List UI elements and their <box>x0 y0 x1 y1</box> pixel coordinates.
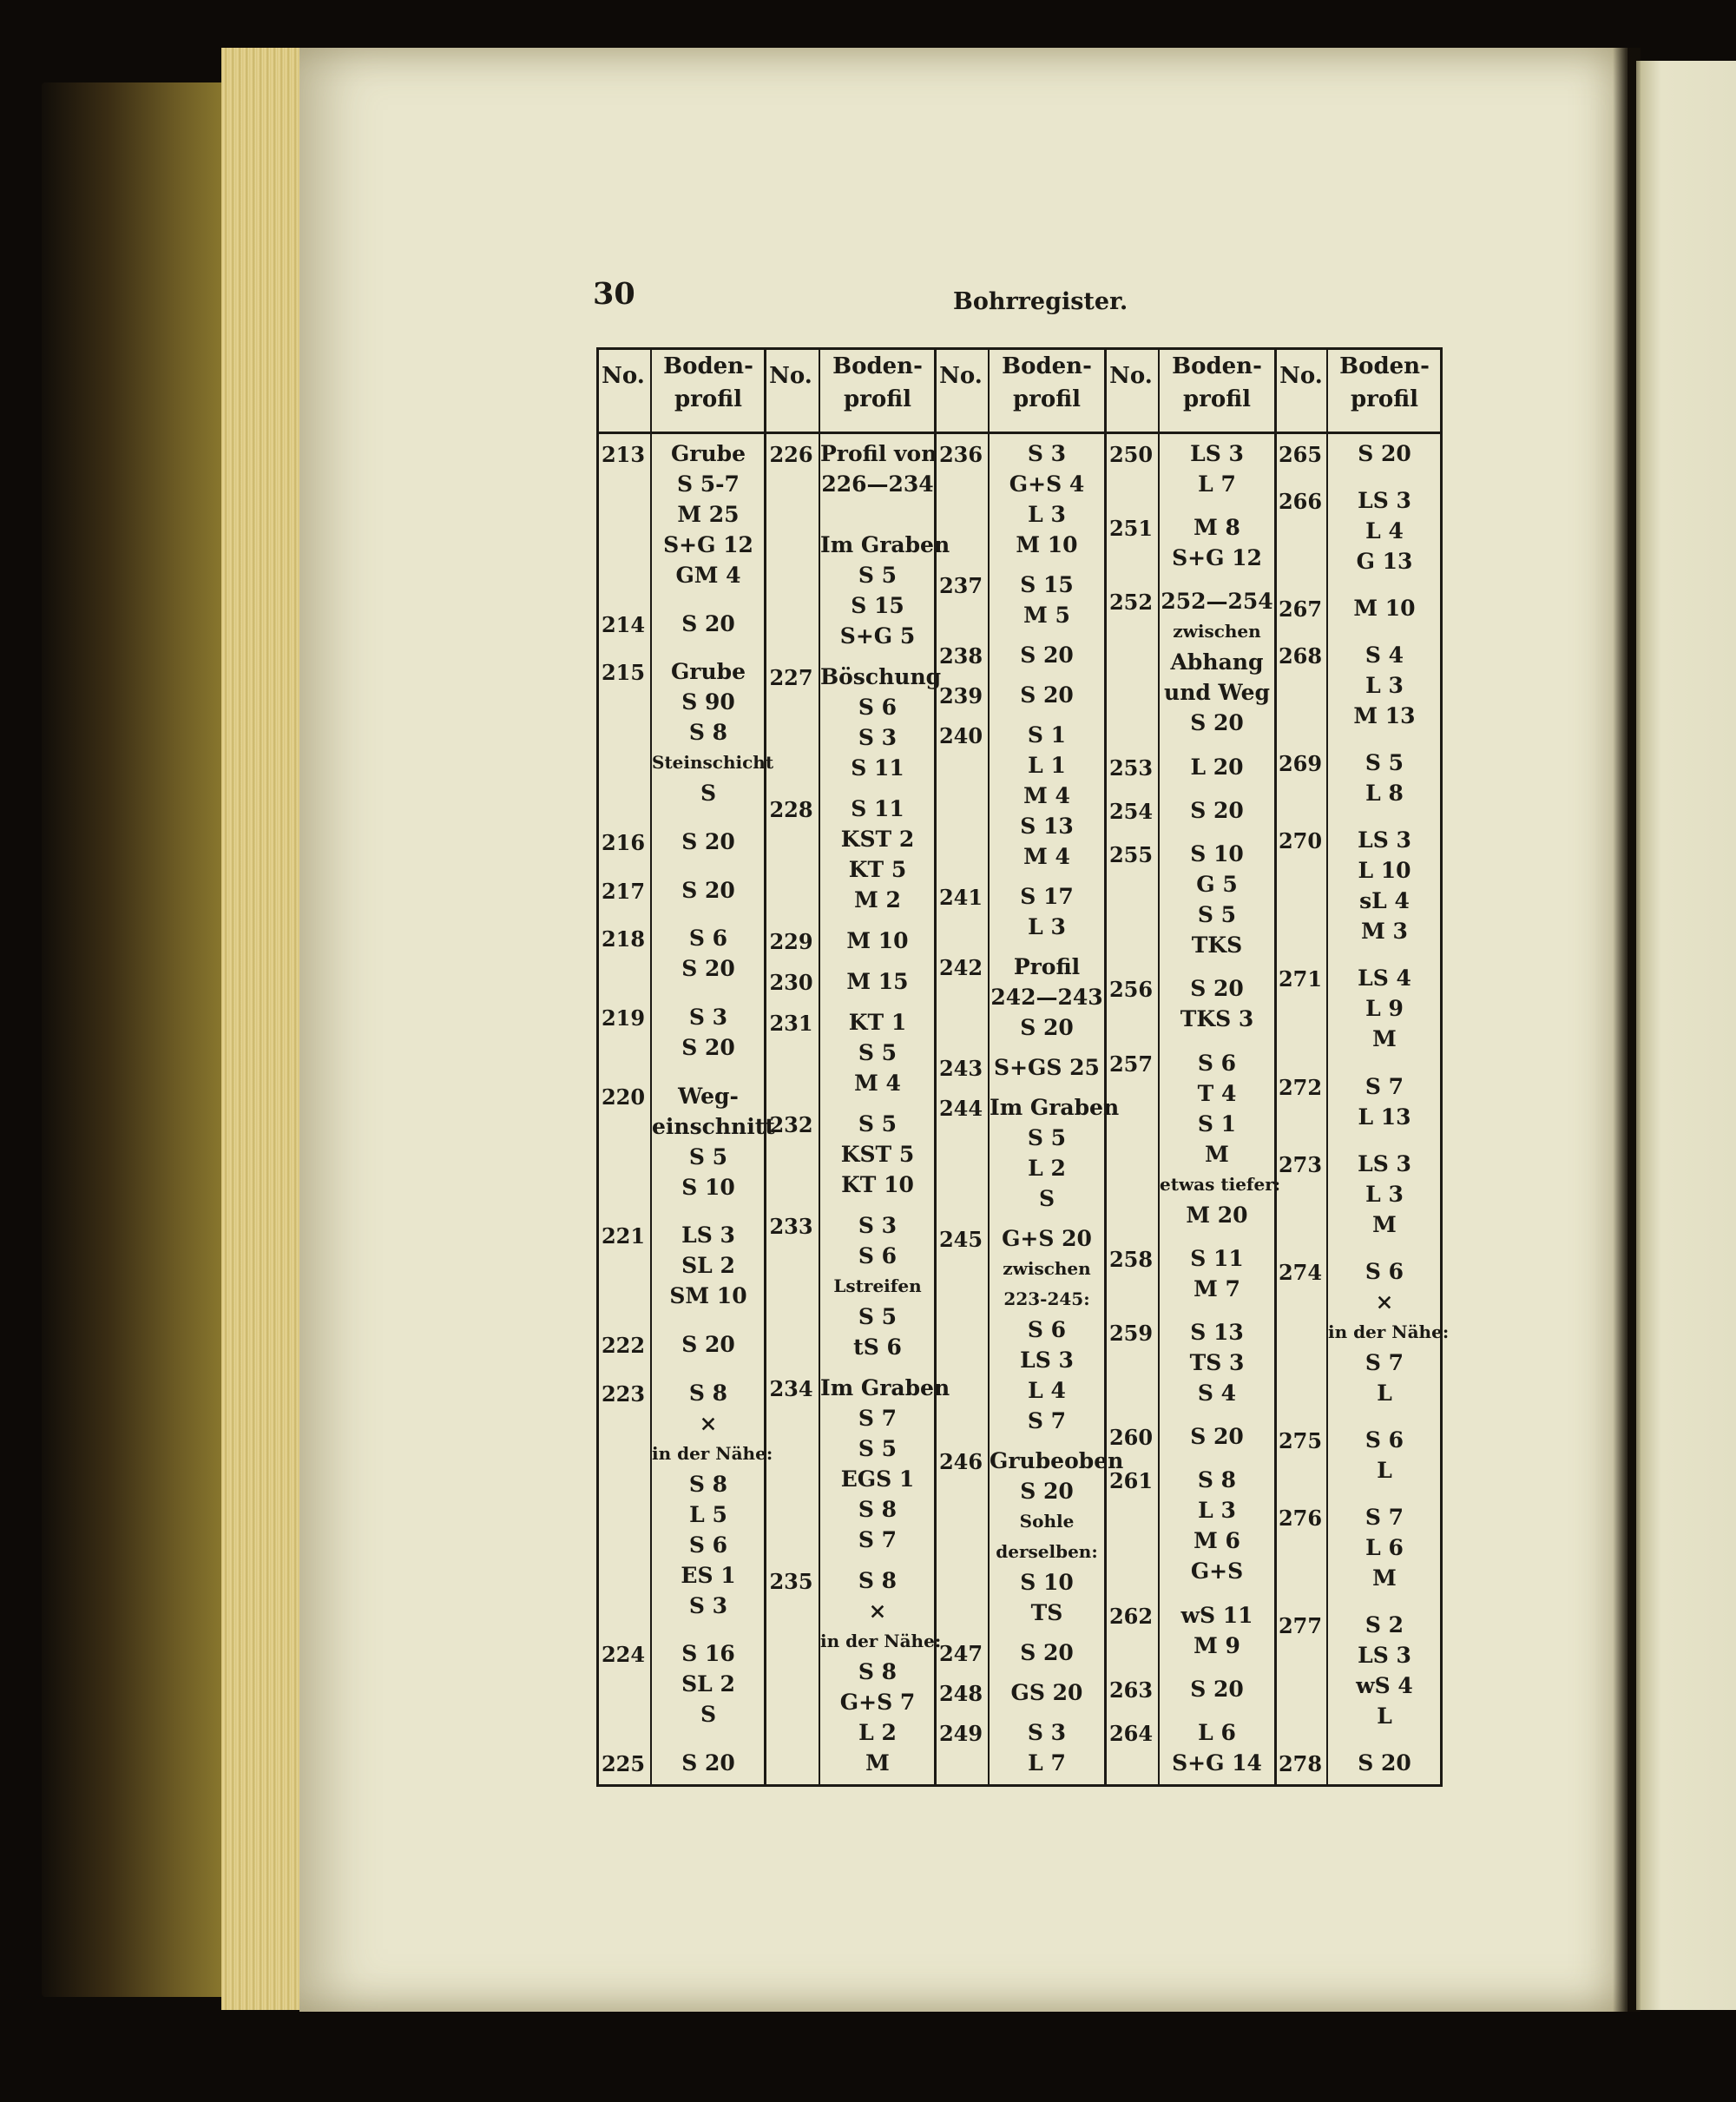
bodenprofil-line: × <box>868 1598 887 1624</box>
bodenprofil-line: S 10 <box>1020 1570 1074 1595</box>
bodenprofil-line: S 20 <box>1020 682 1074 708</box>
bodenprofil-line: S 5 <box>1027 1125 1067 1150</box>
bodenprofil-line: L 2 <box>858 1720 897 1745</box>
bodenprofil-line: M 10 <box>846 928 909 953</box>
bore-number: 272 <box>1278 1074 1323 1100</box>
bodenprofil-line: und Weg <box>1164 680 1270 706</box>
bodenprofil-line: S 4 <box>1197 1380 1237 1406</box>
bore-number: 252 <box>1108 590 1154 616</box>
bodenprofil-line: S 3 <box>688 1005 728 1030</box>
bodenprofil-line: S 20 <box>1190 710 1244 736</box>
bodenprofil-line: M <box>1372 1026 1397 1052</box>
bodenprofil-line: L <box>1377 1380 1392 1406</box>
bodenprofil-line: in der Nähe: <box>820 1631 942 1651</box>
bodenprofil-line: S 20 <box>681 1332 735 1357</box>
bore-number: 275 <box>1278 1427 1323 1453</box>
bodenprofil-line: S <box>1038 1186 1055 1211</box>
bodenprofil-line: KT 5 <box>848 857 907 882</box>
bodenprofil-line: S 7 <box>1364 1073 1404 1099</box>
bodenprofil-line: G+S 20 <box>1002 1226 1092 1251</box>
bodenprofil-line: S <box>700 1702 717 1728</box>
page-number: 30 <box>593 276 635 312</box>
bodenprofil-line: 252—254 <box>1161 589 1273 615</box>
bodenprofil-line: L 10 <box>1358 858 1411 884</box>
bodenprofil-line: zwischen <box>1003 1258 1091 1279</box>
bore-number: 231 <box>769 1011 813 1036</box>
bodenprofil-line: S 8 <box>688 1380 728 1406</box>
bodenprofil-line: S 8 <box>858 1497 898 1522</box>
header-boden-line1: Boden- <box>1339 353 1430 379</box>
bore-number: 232 <box>769 1112 813 1137</box>
bodenprofil-line: S 5 <box>1364 750 1404 776</box>
bore-number: 256 <box>1108 977 1154 1003</box>
bodenprofil-line: L 13 <box>1358 1104 1411 1130</box>
header-no: No. <box>1109 363 1153 389</box>
bodenprofil-line: GS 20 <box>1010 1680 1083 1705</box>
bodenprofil-line: L 1 <box>1028 753 1066 778</box>
bodenprofil-line: wS 4 <box>1356 1672 1413 1698</box>
bodenprofil-line: Profil <box>1013 954 1081 979</box>
column-inner-rule <box>1158 347 1160 1787</box>
bodenprofil-line: S 10 <box>1190 841 1244 867</box>
bodenprofil-line: S 3 <box>858 1213 898 1238</box>
bodenprofil-line: EGS 1 <box>840 1466 915 1492</box>
header-boden-line2: profil <box>674 386 742 412</box>
bodenprofil-line: S 5 <box>1197 902 1237 928</box>
bodenprofil-line: M 9 <box>1194 1632 1240 1658</box>
bore-number: 240 <box>938 723 983 748</box>
bore-number: 226 <box>769 442 813 467</box>
bodenprofil-line: etwas tiefer: <box>1160 1173 1281 1195</box>
bodenprofil-line: L 3 <box>1028 502 1066 527</box>
bodenprofil-line: TS <box>1030 1600 1063 1625</box>
bodenprofil-line: wS 11 <box>1180 1602 1253 1628</box>
bodenprofil-line: L 3 <box>1365 1181 1404 1207</box>
column-group-rule <box>934 347 937 1787</box>
bodenprofil-line: S 15 <box>1020 572 1074 597</box>
bodenprofil-line: Sohle <box>1019 1511 1075 1532</box>
bodenprofil-line: S 8 <box>858 1659 898 1684</box>
bore-number: 213 <box>601 442 646 467</box>
bore-number: 244 <box>938 1096 983 1121</box>
bore-number: 259 <box>1108 1320 1154 1346</box>
bodenprofil-line: S 7 <box>1364 1504 1404 1530</box>
bodenprofil-line: S 13 <box>1020 814 1074 839</box>
bodenprofil-line: M 2 <box>854 887 901 913</box>
bore-number: 246 <box>938 1449 983 1474</box>
bore-number: 242 <box>938 955 983 980</box>
bore-number: 265 <box>1278 442 1323 467</box>
bodenprofil-line: S 5 <box>858 1436 898 1461</box>
bore-number: 255 <box>1108 842 1154 868</box>
bodenprofil-line: L 3 <box>1028 914 1066 939</box>
bore-number: 278 <box>1278 1751 1323 1776</box>
bodenprofil-line: S+G 5 <box>839 623 916 649</box>
bodenprofil-line: S 6 <box>1027 1317 1067 1342</box>
bore-number: 214 <box>601 611 646 637</box>
bodenprofil-line: S 16 <box>681 1641 735 1667</box>
bodenprofil-line: S 20 <box>1190 1676 1244 1702</box>
bodenprofil-line: ES 1 <box>681 1562 736 1588</box>
header-boden-line2: profil <box>1183 386 1251 412</box>
bore-number: 227 <box>769 665 813 690</box>
bodenprofil-line: S 8 <box>688 720 728 746</box>
bodenprofil-line: M 4 <box>1023 844 1070 869</box>
bodenprofil-line: S+G 12 <box>663 532 753 557</box>
bodenprofil-line: M 10 <box>1353 596 1416 622</box>
bodenprofil-line: S 8 <box>688 1471 728 1497</box>
bodenprofil-line: S 20 <box>1020 1015 1074 1040</box>
bodenprofil-line: Im Graben <box>820 532 950 557</box>
bodenprofil-line: M 7 <box>1194 1275 1240 1301</box>
bodenprofil-line: M 25 <box>677 502 740 527</box>
bodenprofil-line: L 9 <box>1365 996 1404 1022</box>
bodenprofil-line: S 90 <box>681 689 735 715</box>
bodenprofil-line: Im Graben <box>990 1095 1120 1120</box>
bodenprofil-line: TKS <box>1191 932 1243 959</box>
bodenprofil-line: S 5 <box>858 1111 898 1137</box>
bore-number: 250 <box>1108 442 1154 467</box>
header-bodenprofil <box>990 350 1104 416</box>
bodenprofil-line: LS 4 <box>1358 965 1411 992</box>
bore-number: 253 <box>1108 754 1154 781</box>
bodenprofil-line: M <box>1372 1565 1397 1591</box>
bodenprofil-line: × <box>1375 1288 1394 1315</box>
bodenprofil-line: S 20 <box>1020 642 1074 668</box>
header-no: No. <box>602 363 645 389</box>
header-boden-line2: profil <box>844 386 911 412</box>
bodenprofil-line: S 11 <box>851 796 904 821</box>
bodenprofil-line: S 5-7 <box>677 471 740 497</box>
bodenprofil-line: G+S 7 <box>839 1690 916 1715</box>
bore-number: 235 <box>769 1569 813 1594</box>
bore-number: 234 <box>769 1376 813 1401</box>
bore-number: 221 <box>601 1223 646 1249</box>
bodenprofil-line: Im Graben <box>820 1375 950 1400</box>
book-cover-edge <box>42 82 233 1997</box>
bodenprofil-line <box>820 499 935 530</box>
bodenprofil-line: S 3 <box>858 725 898 750</box>
bodenprofil-line: S 8 <box>858 1568 898 1593</box>
header-bodenprofil <box>1160 350 1274 416</box>
bodenprofil-line: LS 3 <box>681 1222 735 1249</box>
bore-number: 251 <box>1108 516 1154 542</box>
bodenprofil-line: L <box>1377 1457 1392 1483</box>
bodenprofil-line: Grube <box>670 441 746 466</box>
bodenprofil-line: S 20 <box>1190 1424 1244 1450</box>
bodenprofil-line: LS 3 <box>1358 488 1411 514</box>
bodenprofil-line: G 13 <box>1356 549 1413 575</box>
bore-number: 271 <box>1278 966 1323 992</box>
bodenprofil-line: × <box>699 1410 718 1436</box>
bodenprofil-line: LS 3 <box>1358 1150 1411 1176</box>
bodenprofil-line: 242—243 <box>990 985 1103 1010</box>
bore-number: 248 <box>938 1681 983 1706</box>
running-head: Bohrregister. <box>953 288 1128 315</box>
bodenprofil-line: sL 4 <box>1359 888 1410 914</box>
bore-number: 217 <box>601 878 646 904</box>
bodenprofil-line: Grube <box>670 659 746 685</box>
bodenprofil-line: S 20 <box>1020 1479 1074 1504</box>
header-bodenprofil <box>652 350 765 416</box>
bodenprofil-line: Abhang <box>1170 649 1264 675</box>
bodenprofil-line: SM 10 <box>669 1283 747 1309</box>
bodenprofil-line: S 3 <box>688 1592 728 1618</box>
bodenprofil-line: S 7 <box>1364 1349 1404 1375</box>
bore-number: 216 <box>601 830 646 855</box>
bodenprofil-line: G 5 <box>1196 872 1238 898</box>
bodenprofil-line: Weg- <box>678 1083 739 1109</box>
bodenprofil-line: Profil von <box>820 441 937 466</box>
bore-number: 276 <box>1278 1505 1323 1531</box>
bore-number: 219 <box>601 1005 646 1031</box>
bodenprofil-line: S+GS 25 <box>994 1055 1100 1080</box>
bodenprofil-line: S 6 <box>858 1243 898 1268</box>
bodenprofil-line: S 20 <box>681 1035 735 1060</box>
bodenprofil-line: Steinschicht <box>652 752 774 774</box>
bore-number: 241 <box>938 885 983 910</box>
bodenprofil-line: LS 3 <box>1358 827 1411 853</box>
bodenprofil-line: S 1 <box>1197 1110 1237 1137</box>
bore-number: 233 <box>769 1214 813 1239</box>
bodenprofil-line: KT 1 <box>848 1010 907 1035</box>
bodenprofil-line: derselben: <box>996 1541 1098 1562</box>
bodenprofil-line: in der Nähe: <box>652 1442 773 1464</box>
bore-number: 249 <box>938 1721 983 1746</box>
bore-number: 239 <box>938 683 983 708</box>
column-inner-rule <box>819 347 820 1787</box>
bore-number: 215 <box>601 660 646 686</box>
bore-number: 238 <box>938 643 983 669</box>
bodenprofil-line: M 3 <box>1361 919 1408 945</box>
bore-number: 228 <box>769 797 813 822</box>
bodenprofil-line: S 8 <box>1197 1467 1237 1493</box>
column-inner-rule <box>1326 347 1328 1787</box>
bore-number: 268 <box>1278 643 1323 669</box>
bore-number: 269 <box>1278 751 1323 777</box>
bodenprofil-line: S 3 <box>1027 441 1067 466</box>
bore-number: 264 <box>1108 1721 1154 1746</box>
bodenprofil-line: S 6 <box>688 1532 728 1558</box>
column-group-rule <box>1104 347 1107 1787</box>
bodenprofil-line: S+G 14 <box>1172 1750 1262 1776</box>
bodenprofil-line: L <box>1377 1703 1392 1729</box>
bore-number: 270 <box>1278 828 1323 854</box>
bodenprofil-line: SL 2 <box>681 1253 735 1279</box>
bore-number: 229 <box>769 929 813 954</box>
bore-number: 236 <box>938 442 983 467</box>
bore-number: 257 <box>1108 1051 1154 1077</box>
bodenprofil-line: in der Nähe: <box>1328 1321 1450 1342</box>
header-boden-line1: Boden- <box>832 353 923 379</box>
bodenprofil-line: S 20 <box>1190 976 1244 1002</box>
bodenprofil-line: M 4 <box>1023 783 1070 808</box>
bodenprofil-line: M <box>1372 1211 1397 1237</box>
bodenprofil-line: L 3 <box>1198 1498 1236 1524</box>
bodenprofil-line: M 20 <box>1186 1202 1248 1228</box>
bodenprofil-line: S 13 <box>1190 1319 1244 1345</box>
bore-number: 267 <box>1278 596 1323 623</box>
bodenprofil-line: KT 10 <box>841 1172 914 1197</box>
bodenprofil-line: S 4 <box>1364 642 1404 669</box>
bore-number: 273 <box>1278 1151 1323 1177</box>
bodenprofil-line: S 5 <box>858 563 898 588</box>
bodenprofil-line: S 20 <box>1358 441 1411 466</box>
bodenprofil-line: M 13 <box>1353 703 1416 729</box>
header-bodenprofil <box>1328 350 1441 416</box>
bodenprofil-line: L 20 <box>1190 754 1244 780</box>
bodenprofil-line: G+S <box>1190 1558 1244 1585</box>
bodenprofil-line: S 20 <box>681 1750 735 1776</box>
bodenprofil-line: S 6 <box>1364 1258 1404 1284</box>
bodenprofil-line: S 20 <box>681 829 735 854</box>
bodenprofil-line: Lstreifen <box>833 1275 922 1296</box>
bodenprofil-line: KST 5 <box>840 1142 915 1167</box>
bodenprofil-line: S 5 <box>858 1040 898 1065</box>
bodenprofil-line: 223-245: <box>1003 1288 1090 1309</box>
bodenprofil-line: Grubeoben <box>990 1448 1124 1473</box>
bodenprofil-line: 226—234 <box>821 471 934 497</box>
bodenprofil-line: KST 2 <box>840 827 915 852</box>
gutter-shadow <box>1613 48 1641 2012</box>
header-bodenprofil <box>820 350 935 416</box>
header-boden-line1: Boden- <box>1002 353 1092 379</box>
bore-number: 260 <box>1108 1425 1154 1451</box>
column-group-rule <box>1274 347 1277 1787</box>
header-boden-line1: Boden- <box>1172 353 1262 379</box>
bodenprofil-line: S 6 <box>688 926 728 952</box>
header-boden-line2: profil <box>1351 386 1418 412</box>
bore-number: 218 <box>601 926 646 952</box>
bodenprofil-line: L 7 <box>1198 471 1236 497</box>
bodenprofil-line: S 6 <box>858 695 898 720</box>
bodenprofil-line: L 6 <box>1198 1720 1236 1745</box>
bodenprofil-line: S 10 <box>681 1174 735 1200</box>
bodenprofil-line: S 7 <box>858 1527 898 1552</box>
bodenprofil-line: L 4 <box>1365 518 1404 544</box>
bodenprofil-line: L 4 <box>1028 1378 1066 1403</box>
bodenprofil-line: S 20 <box>1020 1640 1074 1665</box>
bodenprofil-line: LS 3 <box>1358 1642 1411 1668</box>
bodenprofil-line: S 5 <box>688 1143 728 1170</box>
header-no: No. <box>939 363 983 389</box>
header-rule <box>596 432 1443 434</box>
bodenprofil-line: SL 2 <box>681 1671 735 1697</box>
bore-number: 247 <box>938 1641 983 1666</box>
bodenprofil-line: LS 3 <box>1020 1348 1074 1373</box>
bore-number: 254 <box>1108 798 1154 824</box>
bodenprofil-line: S 7 <box>1027 1408 1067 1433</box>
bodenprofil-line: S 5 <box>858 1304 898 1329</box>
bodenprofil-line: S 2 <box>1364 1611 1404 1637</box>
bodenprofil-line: M <box>865 1750 890 1776</box>
bore-number: 224 <box>601 1642 646 1668</box>
bodenprofil-line: S 17 <box>1020 884 1074 909</box>
bore-number: 266 <box>1278 489 1323 515</box>
bodenprofil-line: einschnitt <box>652 1113 775 1139</box>
column-group-rule <box>764 347 766 1787</box>
bodenprofil-line: S 20 <box>681 610 735 636</box>
bodenprofil-line: L 3 <box>1365 673 1404 699</box>
header-no: No. <box>769 363 812 389</box>
bodenprofil-line: S 20 <box>681 877 735 903</box>
bodenprofil-line: S 11 <box>1190 1245 1244 1271</box>
bore-number: 223 <box>601 1380 646 1407</box>
bodenprofil-line: M 4 <box>854 1071 901 1096</box>
bodenprofil-line: L 7 <box>1028 1750 1066 1776</box>
bodenprofil-line: S 7 <box>858 1406 898 1431</box>
bodenprofil-line: L 6 <box>1365 1534 1404 1560</box>
bodenprofil-line: zwischen <box>1173 621 1261 642</box>
column-inner-rule <box>988 347 990 1787</box>
bore-number: 220 <box>601 1084 646 1110</box>
bodenprofil-line: S 15 <box>851 593 904 618</box>
bodenprofil-line: S 6 <box>1364 1427 1404 1453</box>
bodenprofil-line: L 8 <box>1365 781 1404 807</box>
bore-number: 274 <box>1278 1259 1323 1285</box>
bodenprofil-line: S 20 <box>1358 1750 1411 1776</box>
bodenprofil-line: L 5 <box>689 1501 727 1527</box>
bodenprofil-line: GM 4 <box>675 563 741 588</box>
bodenprofil-line: S 1 <box>1027 722 1067 748</box>
header-no: No. <box>1279 363 1323 389</box>
bodenprofil-line: TKS 3 <box>1180 1006 1254 1032</box>
bodenprofil-line: S 6 <box>1197 1050 1237 1076</box>
bodenprofil-line: S 11 <box>851 755 904 781</box>
bodenprofil-line: T 4 <box>1197 1080 1237 1106</box>
header-boden-line2: profil <box>1013 386 1081 412</box>
bodenprofil-line: S 20 <box>1190 797 1244 823</box>
column-inner-rule <box>650 347 652 1787</box>
bore-number: 243 <box>938 1056 983 1081</box>
bodenprofil-line: M 6 <box>1194 1528 1240 1554</box>
bore-number: 262 <box>1108 1603 1154 1629</box>
bodenprofil-line: S 20 <box>681 956 735 982</box>
bodenprofil-line: L 2 <box>1028 1156 1066 1181</box>
bodenprofil-line: M 15 <box>846 969 909 994</box>
bore-number: 237 <box>938 573 983 598</box>
bodenprofil-line: M 10 <box>1016 532 1078 557</box>
bodenprofil-line: M <box>1205 1141 1229 1167</box>
bodenprofil-line: S+G 12 <box>1172 545 1262 571</box>
bodenprofil-line: M 5 <box>1023 603 1070 628</box>
bore-number: 230 <box>769 970 813 995</box>
bore-number: 277 <box>1278 1612 1323 1638</box>
bore-number: 222 <box>601 1333 646 1358</box>
bore-number: 245 <box>938 1227 983 1252</box>
facing-page-edge <box>1636 61 1736 2010</box>
bodenprofil-line: tS 6 <box>853 1334 902 1360</box>
bore-number: 258 <box>1108 1246 1154 1272</box>
bodenprofil-line: G+S 4 <box>1009 471 1085 497</box>
header-boden-line1: Boden- <box>663 353 753 379</box>
bodenprofil-line: LS 3 <box>1190 441 1244 466</box>
bodenprofil-line: TS 3 <box>1189 1349 1245 1375</box>
bodenprofil-line: S <box>700 781 717 807</box>
bodenprofil-line: M 8 <box>1194 515 1240 541</box>
bodenprofil-line: Böschung <box>820 664 942 689</box>
bore-number: 225 <box>601 1751 646 1776</box>
bore-number: 261 <box>1108 1468 1154 1494</box>
bodenprofil-line: S 3 <box>1027 1720 1067 1745</box>
bore-number: 263 <box>1108 1677 1154 1703</box>
